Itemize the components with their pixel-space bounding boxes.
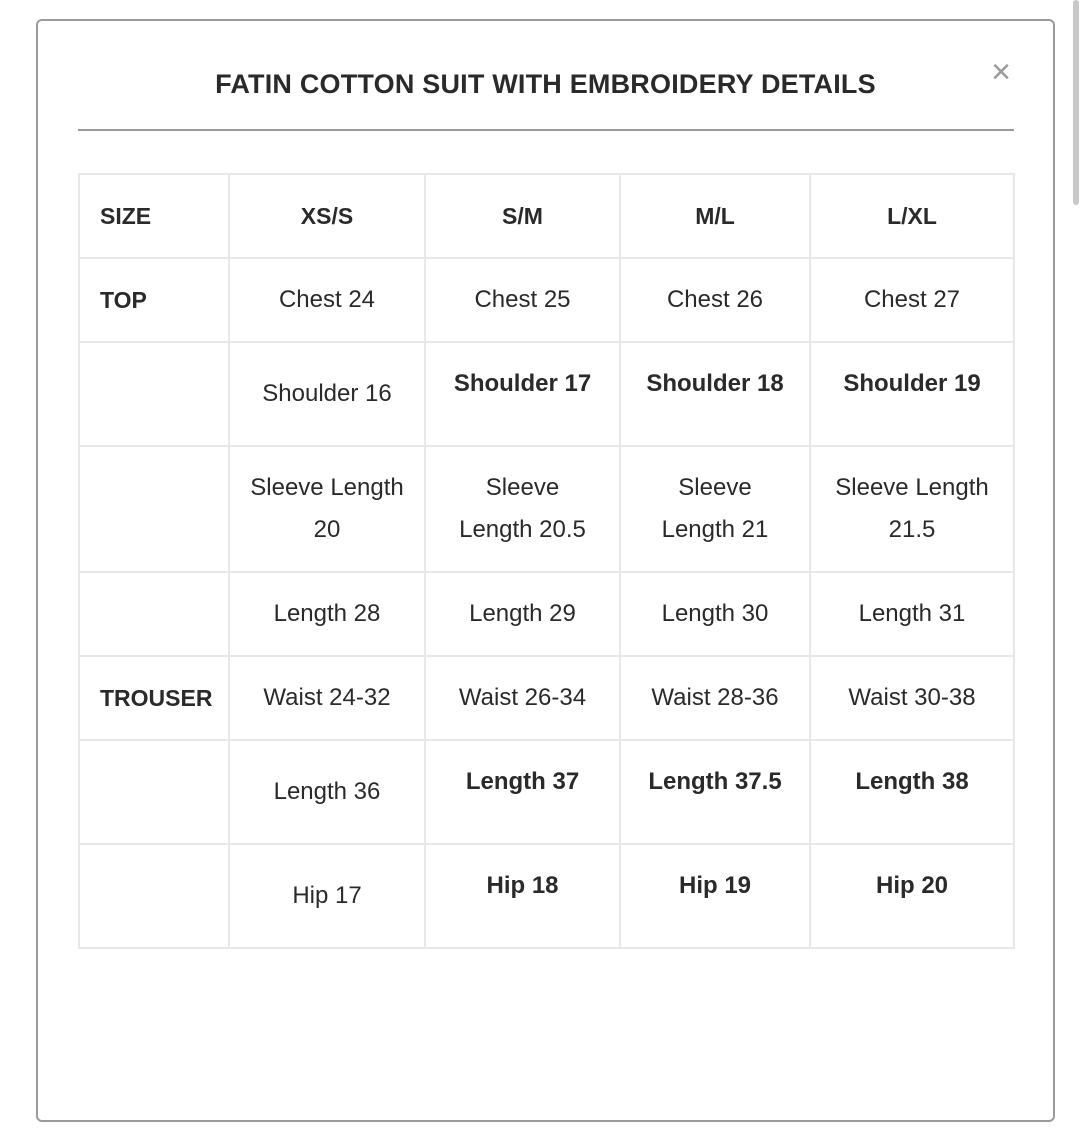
scrollbar[interactable] (1073, 0, 1079, 205)
row-label (79, 740, 229, 844)
table-cell: Length 28 (229, 572, 425, 656)
table-cell: Shoulder 17 (425, 342, 620, 446)
table-header-row (79, 174, 1014, 258)
size-table (78, 173, 1015, 949)
header-size-l-xl: L/XL (810, 174, 1014, 258)
table-cell: Hip 17 (229, 844, 425, 948)
header-size-xs-s: XS/S (229, 174, 425, 258)
size-chart-modal (36, 19, 1055, 1122)
table-cell: Chest 25 (425, 258, 620, 342)
table-cell: Waist 30-38 (810, 656, 1014, 740)
table-cell: Sleeve Length 20 (229, 446, 425, 572)
table-cell: Length 30 (620, 572, 810, 656)
table-cell: Chest 27 (810, 258, 1014, 342)
table-cell: Length 29 (425, 572, 620, 656)
table-cell: Waist 28-36 (620, 656, 810, 740)
table-cell: Sleeve Length 21 (620, 446, 810, 572)
table-cell: Shoulder 16 (229, 342, 425, 446)
row-label (79, 446, 229, 572)
row-label: TROUSER (79, 656, 229, 740)
table-cell: Sleeve Length 21.5 (810, 446, 1014, 572)
table-cell: Hip 18 (425, 844, 620, 948)
table-cell: Length 37 (425, 740, 620, 844)
header-size-label: SIZE (79, 174, 229, 258)
table-cell: Hip 19 (620, 844, 810, 948)
table-cell: Hip 20 (810, 844, 1014, 948)
table-row (79, 656, 1014, 740)
table-row (79, 342, 1014, 446)
table-cell: Length 36 (229, 740, 425, 844)
table-row (79, 844, 1014, 948)
header-size-s-m: S/M (425, 174, 620, 258)
row-label: TOP (79, 258, 229, 342)
table-cell: Length 37.5 (620, 740, 810, 844)
table-cell: Shoulder 19 (810, 342, 1014, 446)
row-label (79, 342, 229, 446)
header-size-m-l: M/L (620, 174, 810, 258)
table-cell: Chest 24 (229, 258, 425, 342)
row-label (79, 572, 229, 656)
table-row (79, 572, 1014, 656)
table-row (79, 740, 1014, 844)
table-cell: Chest 26 (620, 258, 810, 342)
table-cell: Waist 26-34 (425, 656, 620, 740)
table-cell: Waist 24-32 (229, 656, 425, 740)
table-cell: Length 38 (810, 740, 1014, 844)
table-cell: Sleeve Length 20.5 (425, 446, 620, 572)
table-cell: Length 31 (810, 572, 1014, 656)
title-divider (78, 129, 1014, 131)
close-icon[interactable]: × (991, 53, 1011, 91)
row-label (79, 844, 229, 948)
table-row (79, 258, 1014, 342)
table-cell: Shoulder 18 (620, 342, 810, 446)
modal-title: FATIN COTTON SUIT WITH EMBROIDERY DETAILS (215, 69, 876, 99)
table-row (79, 446, 1014, 572)
